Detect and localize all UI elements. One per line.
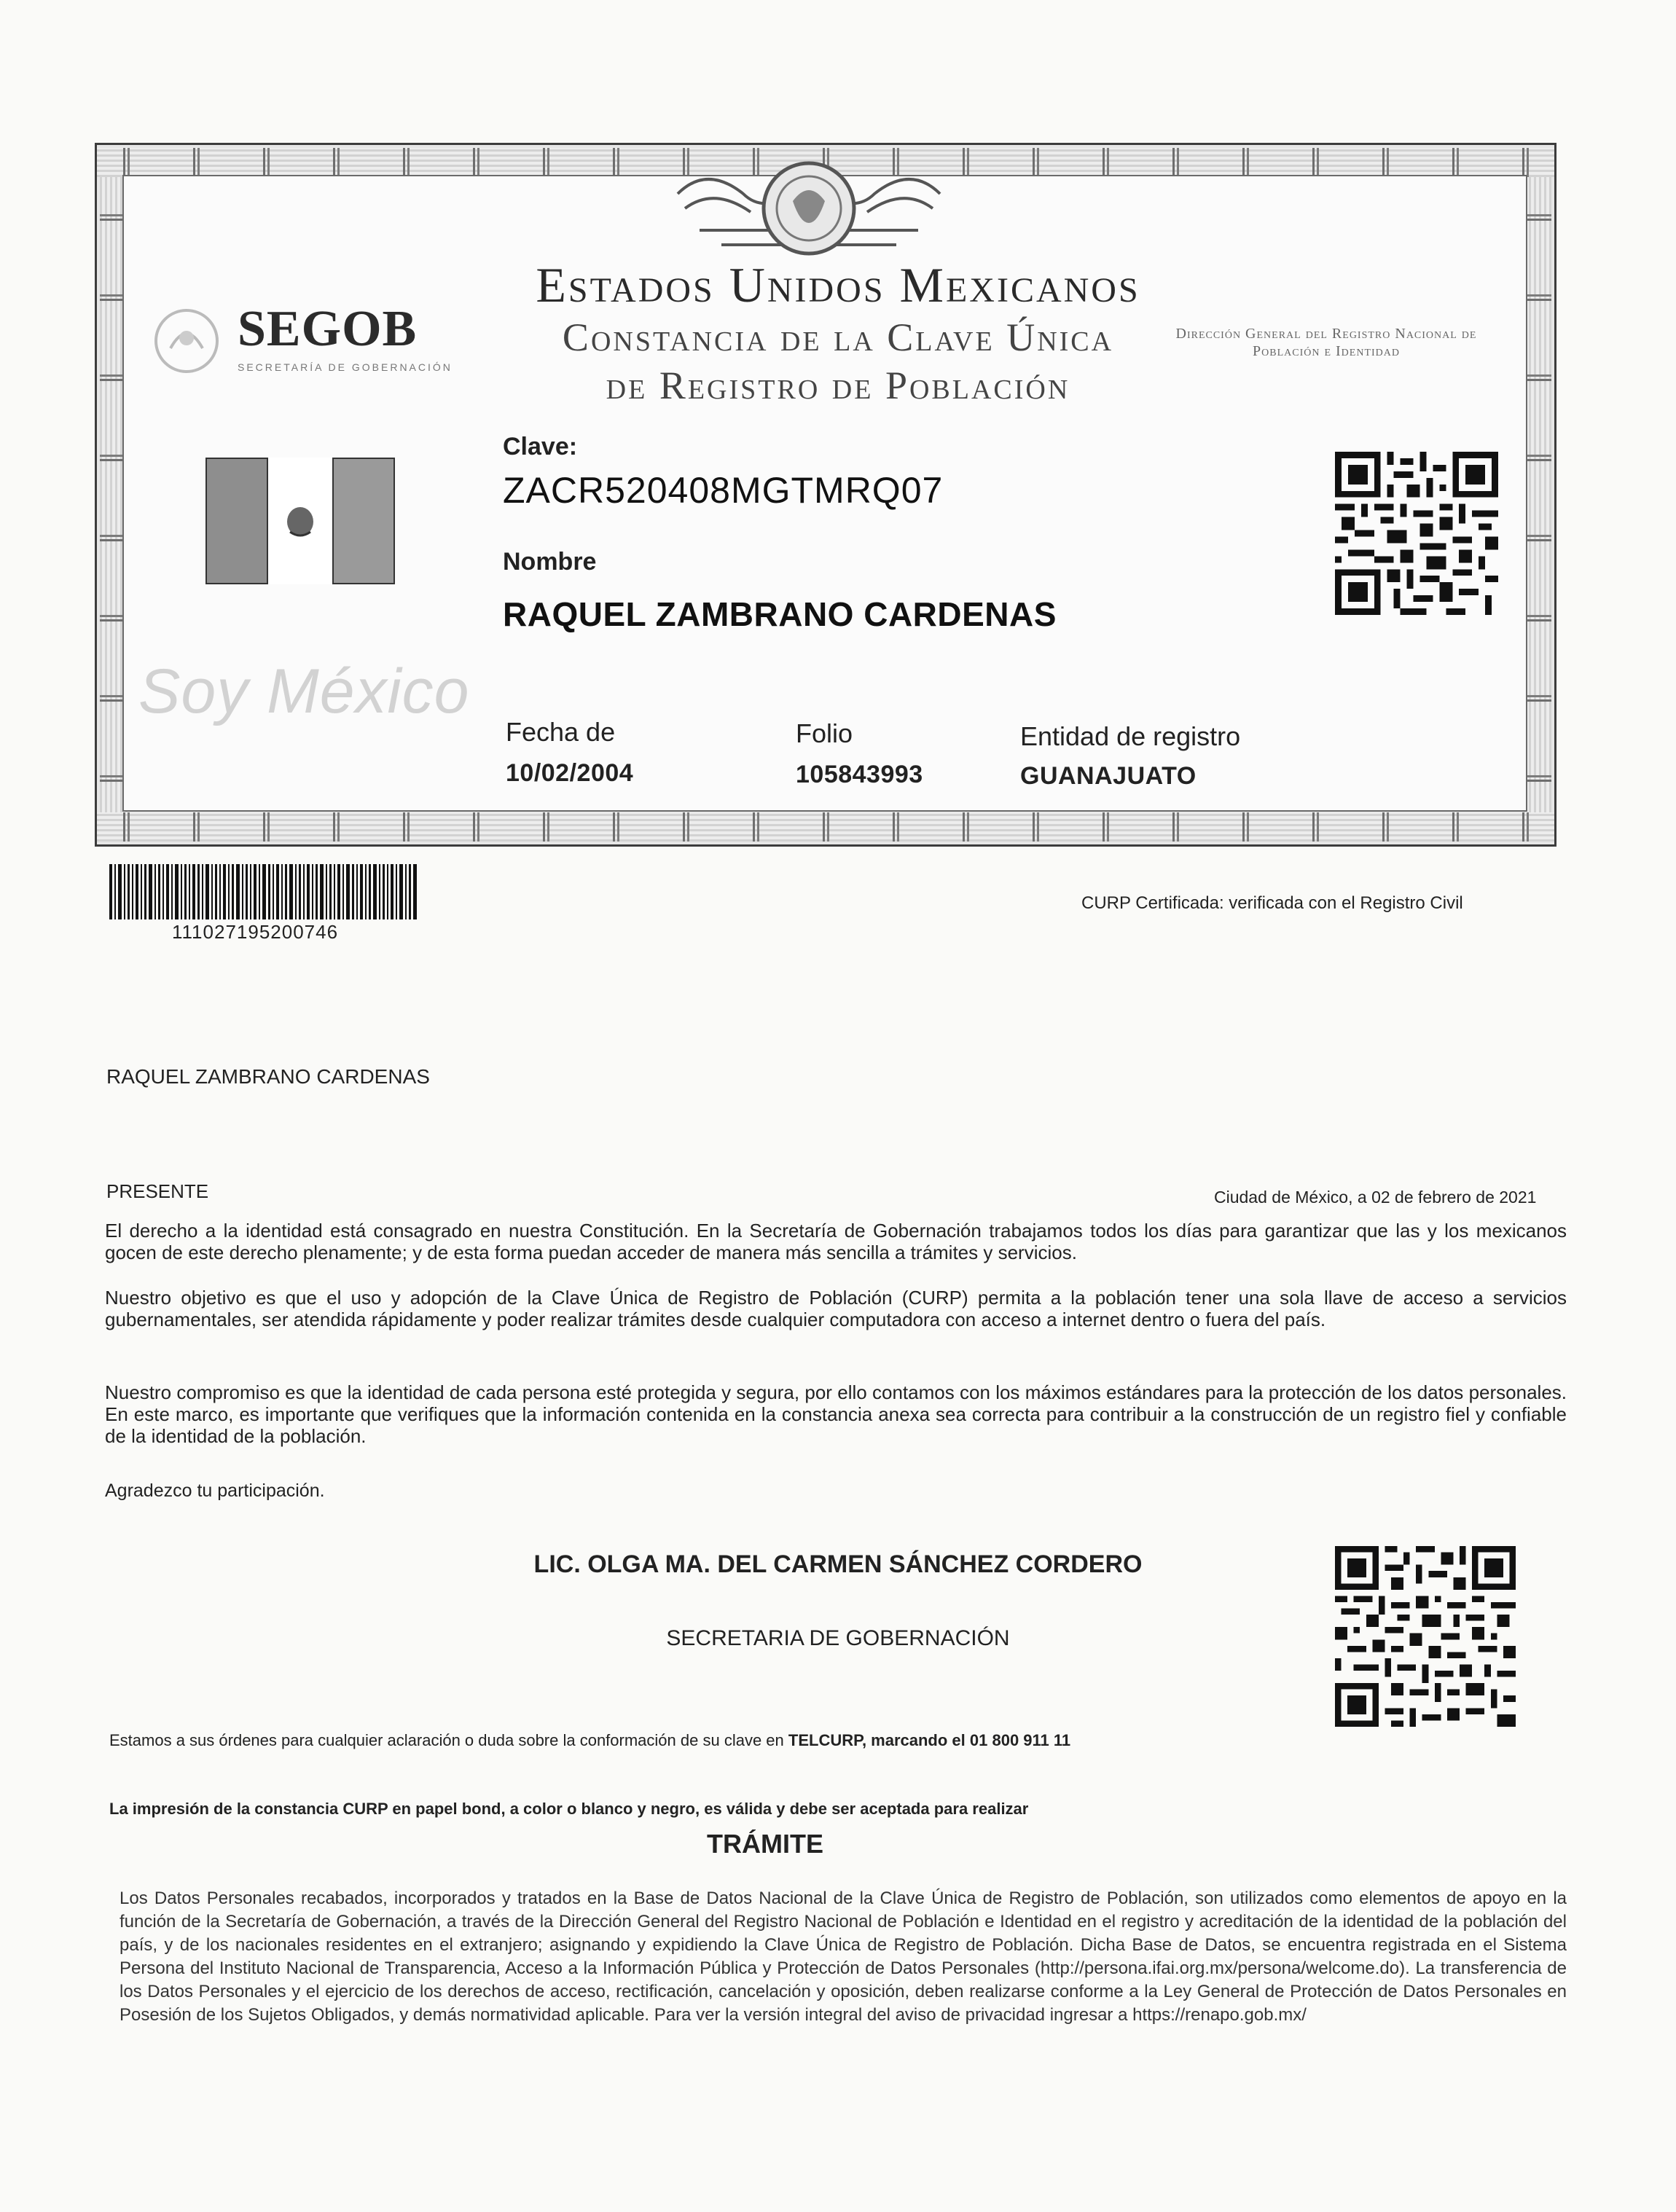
certified-note: CURP Certificada: verificada con el Registro Civil [1081,893,1463,913]
letter-presente: PRESENTE [106,1180,209,1202]
letter-place-date: Ciudad de México, a 02 de febrero de 2021 [1214,1188,1537,1207]
barcode-number: 111027195200746 [172,921,339,943]
slogan-watermark: Soy México [138,656,470,726]
nombre-label: Nombre [503,548,597,576]
frame-border-bottom [97,812,1554,842]
directorate-name: Dirección General del Registro Nacional de Población e Identidad [1175,326,1477,359]
segob-seal-icon [150,305,223,377]
entidad-label: Entidad de registro [1020,721,1241,751]
certificate-qr-code-icon [1335,452,1498,615]
telcurp-notice [109,1731,1070,1750]
certificate-subtitle-line2: de Registro de Población [606,364,1070,407]
certificate-subtitle-line1: Constancia de la Clave Única [562,315,1114,359]
coat-of-arms-icon [656,150,962,267]
telcurp-text: Estamos a sus órdenes para cualquier aclaración o duda sobre la conformación de su clave en [109,1731,784,1749]
agency-subtitle: SECRETARÍA DE GOBERNACIÓN [238,361,453,373]
letter-recipient: RAQUEL ZAMBRANO CARDENAS [106,1065,430,1088]
clave-value: ZACR520408MGTMRQ07 [503,470,944,511]
barcode-icon [109,864,417,919]
telcurp-phone: TELCURP, marcando el 01 800 911 11 [788,1731,1071,1749]
clave-label: Clave: [503,433,578,460]
privacy-notice: Los Datos Personales recabados, incorporados y tratados en la Base de Datos Nacional de la Clave Única de Registro de Población, son utilizados como elementos de apoyo en la función de la Secretaría de Gobernación, a través de la Dirección General del Registro Nacional de Población e Identidad en el registro y acreditación de la identidad de la población del país, y de los nacionales residentes en el extranjero; asignando y expidiendo la Clave Única de Registro de Población. Dicha Base de Datos, se encuentra registrada en el Sistema Persona del Instituto Nacional de Transparencia, Acceso a la Información Pública y Protección de Datos Personales (http://persona.ifai.org.mx/persona/welcome.do). La transferencia de los Datos Personales y el ejercicio de los derechos de acceso, rectificación, cancelación y oposición, deben realizarse conforme a la Ley General de Protección de Datos Personales en Posesión de los Sujetos Obligados, y demás normatividad aplicable. Para ver la versión integral del aviso de privacidad ingresar a https://renapo.gob.mx/ [120,1889,1567,2025]
tramite-heading: TRÁMITE [707,1829,823,1859]
letter-qr-code-icon [1335,1546,1516,1727]
folio-label: Folio [796,718,853,748]
fecha-value: 10/02/2004 [506,759,634,787]
print-validity-notice: La impresión de la constancia CURP en papel bond, a color o blanco y negro, es válida y debe ser aceptada para realizar [109,1800,1029,1818]
signer-role: SECRETARIA DE GOBERNACIÓN [666,1626,1010,1650]
letter-paragraph-1: El derecho a la identidad está consagrado en nuestra Constitución. En la Secretaría de Gobernación trabajamos todos los días para garantizar que las y los mexicanos gocen de este derecho plenamente; y de esta forma puedan acceder de manera más sencilla a trámites y servicios. [105,1220,1567,1263]
nombre-value: RAQUEL ZAMBRANO CARDENAS [503,595,1057,633]
letter-thanks: Agradezco tu participación. [105,1480,325,1501]
entidad-value: GUANAJUATO [1020,762,1197,790]
letter-paragraph-3: Nuestro compromiso es que la identidad de cada persona esté protegida y segura, por ello contamos con los máximos estándares para la protección de los datos personales. En este marco, es importante que verifiques que la información contenida en la constancia anexa sea correcta para contribuir a la construcción de un registro fiel y confiable de la identidad de la población. [105,1381,1567,1447]
signer-name: LIC. OLGA MA. DEL CARMEN SÁNCHEZ CORDERO [533,1550,1143,1578]
folio-value: 105843993 [796,761,923,788]
frame-border-right [1524,177,1551,812]
certificate-title: Estados Unidos Mexicanos [536,257,1140,313]
mexico-flag-icon [205,458,395,584]
letter-paragraph-2: Nuestro objetivo es que el uso y adopción de la Clave Única de Registro de Población (CURP) permita a la población tener una sola llave de acceso a servicios gubernamentales, ser atendida rápidamente y poder realizar trámites desde cualquier computadora con acceso a internet dentro o fuera del país. [105,1287,1567,1330]
agency-logo-text: SEGOB [238,301,418,357]
fecha-label: Fecha de [506,717,616,747]
